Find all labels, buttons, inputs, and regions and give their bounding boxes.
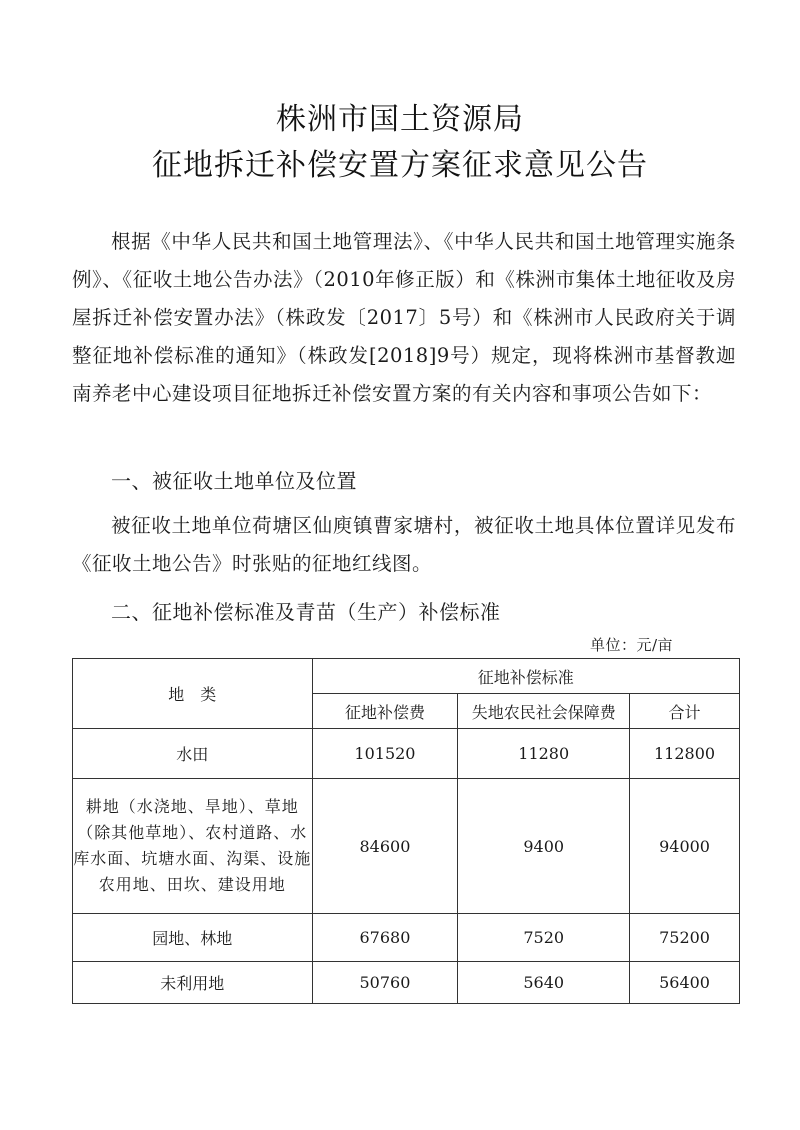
unit-label: 单位：元/亩 xyxy=(590,636,674,654)
land-type-cell: 园地、林地 xyxy=(73,914,313,962)
compensation-cell: 67680 xyxy=(312,914,458,962)
standard-group-header: 征地补偿标准 xyxy=(312,659,739,694)
table-row xyxy=(73,914,740,962)
notice-title: 征地拆迁补偿安置方案征求意见公告 xyxy=(152,148,648,183)
total-cell: 75200 xyxy=(630,914,740,962)
total-cell: 112800 xyxy=(630,729,740,779)
social-security-cell: 5640 xyxy=(458,962,630,1004)
intro-paragraph: 根据《中华人民共和国土地管理法》、《中华人民共和国土地管理实施条例》、《征收土地公告办法》（2010年修正版）和《株洲市集体土地征收及房屋拆迁补偿安置办法》（株政发〔2017〕5号）和《株洲市人民政府关于调整征地补偿标准的通知》（株政发[2018]9号）规定，现将株洲市基督教迦南养老中心建设项目征地拆迁补偿安置方案的有关内容和事项公告如下： xyxy=(72,230,736,405)
total-header: 合计 xyxy=(630,694,740,729)
social-security-cell: 9400 xyxy=(458,779,630,914)
land-type-cell: 未利用地 xyxy=(73,962,313,1004)
compensation-cell: 50760 xyxy=(312,962,458,1004)
social-security-header: 失地农民社会保障费 xyxy=(458,694,630,729)
compensation-cell: 84600 xyxy=(312,779,458,914)
land-type-cell: 耕地（水浇地、旱地）、草地（除其他草地）、农村道路、水库水面、坑塘水面、沟渠、设施农用地、田坎、建设用地 xyxy=(73,779,313,914)
table-row xyxy=(73,962,740,1004)
compensation-cell: 101520 xyxy=(312,729,458,779)
table-row xyxy=(73,729,740,779)
total-cell: 94000 xyxy=(630,779,740,914)
compensation-fee-header: 征地补偿费 xyxy=(312,694,458,729)
section1-body: 被征收土地单位荷塘区仙庾镇曹家塘村，被征收土地具体位置详见发布《征收土地公告》时张贴的征地红线图。 xyxy=(72,514,736,575)
section1-heading: 一、被征收土地单位及位置 xyxy=(111,469,357,493)
compensation-table xyxy=(72,658,740,1004)
land-type-cell: 水田 xyxy=(73,729,313,779)
section2-heading: 二、征地补偿标准及青苗（生产）补偿标准 xyxy=(111,600,501,624)
social-security-cell: 11280 xyxy=(458,729,630,779)
table-row xyxy=(73,779,740,914)
land-type-header: 地 类 xyxy=(73,659,313,729)
social-security-cell: 7520 xyxy=(458,914,630,962)
issuer-title: 株洲市国土资源局 xyxy=(276,102,524,137)
total-cell: 56400 xyxy=(630,962,740,1004)
